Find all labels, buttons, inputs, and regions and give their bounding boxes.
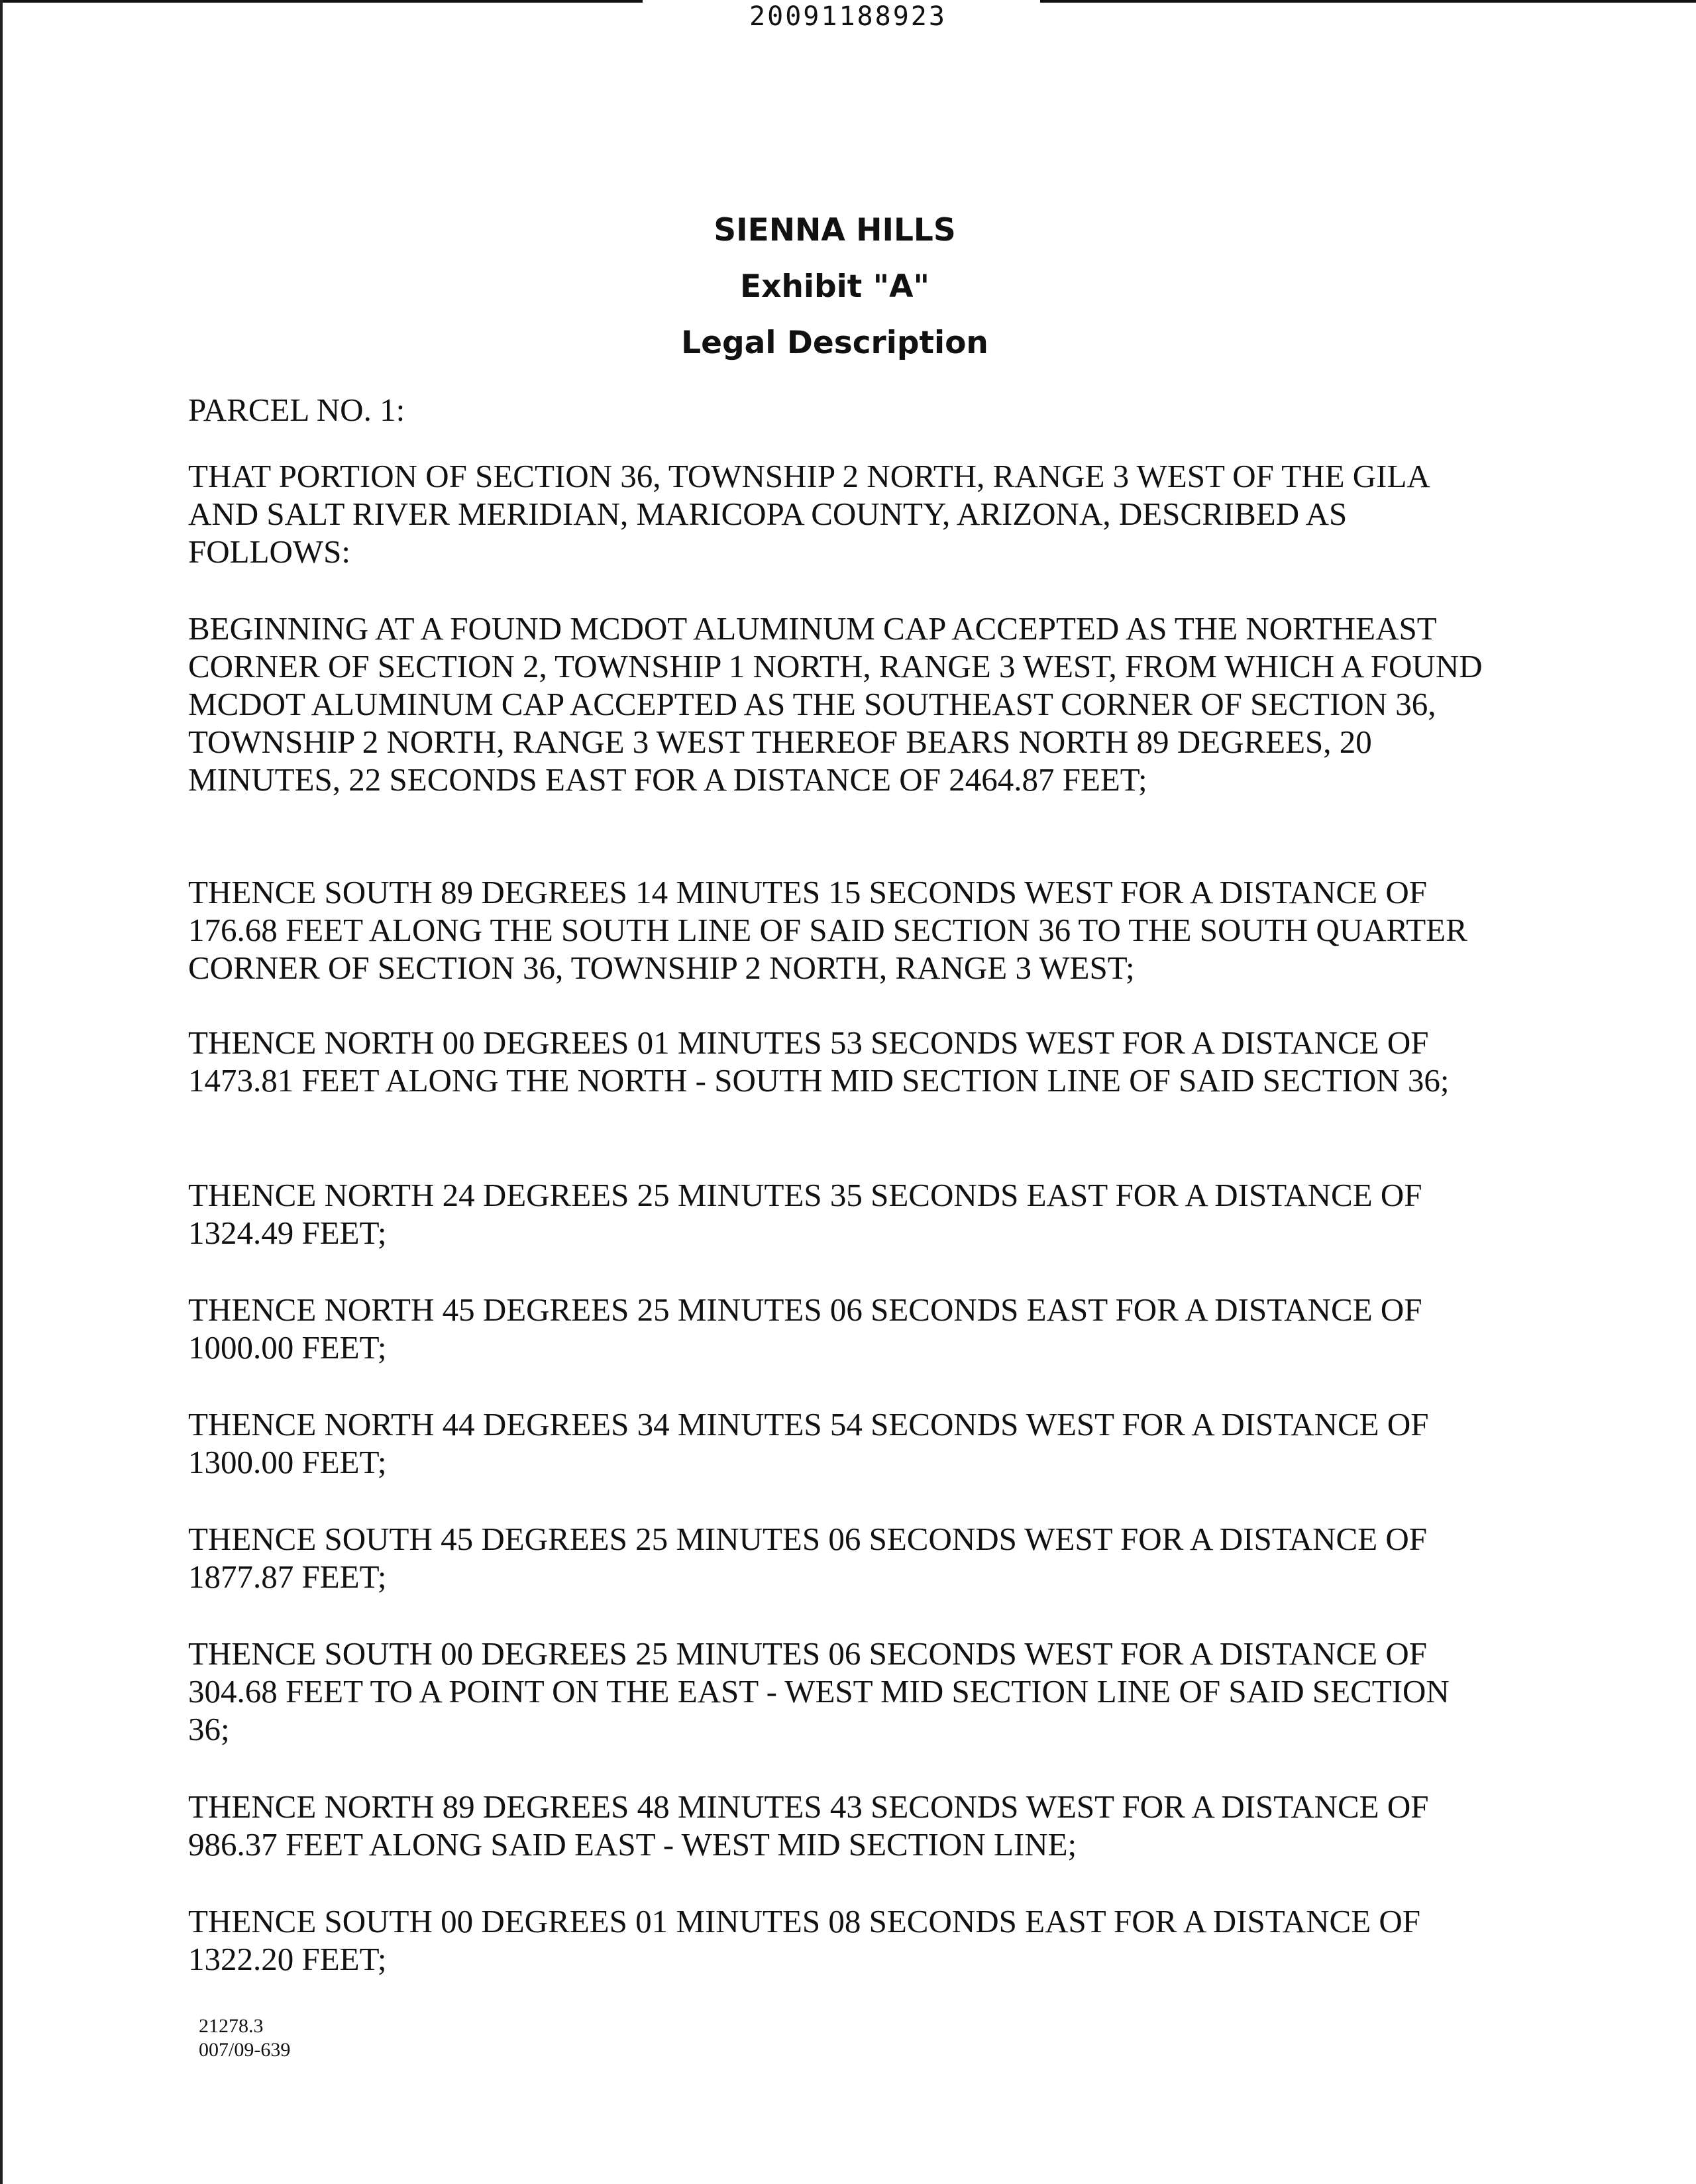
paragraph-course-6: THENCE SOUTH 45 DEGREES 25 MINUTES 06 SECONDS WEST FOR A DISTANCE OF 1877.87 FEET;: [188, 1521, 1428, 1595]
footer-reference: 21278.3: [199, 2015, 264, 2037]
paragraph-course-5: THENCE NORTH 44 DEGREES 34 MINUTES 54 SECONDS WEST FOR A DISTANCE OF 1300.00 FEET;: [188, 1406, 1429, 1480]
parcel-label: PARCEL NO. 1:: [188, 392, 405, 428]
recording-number: 20091188923: [749, 1, 947, 32]
paragraph-preamble: THAT PORTION OF SECTION 36, TOWNSHIP 2 NORTH, RANGE 3 WEST OF THE GILA AND SALT RIVER MERIDIAN, MARICOPA COUNTY, ARIZONA, DESCRIBED AS FOLLOWS:: [188, 458, 1429, 570]
exhibit-label: Exhibit "A": [740, 268, 929, 305]
paragraph-course-7: THENCE SOUTH 00 DEGREES 25 MINUTES 06 SECONDS WEST FOR A DISTANCE OF 304.68 FEET TO A POINT ON THE EAST - WEST MID SECTION LINE OF SAID SECTION 36;: [188, 1635, 1450, 1747]
paragraph-course-2: THENCE NORTH 00 DEGREES 01 MINUTES 53 SECONDS WEST FOR A DISTANCE OF 1473.81 FEET ALONG THE NORTH - SOUTH MID SECTION LINE OF SAID SECTION 36;: [188, 1024, 1450, 1099]
paragraph-course-9: THENCE SOUTH 00 DEGREES 01 MINUTES 08 SECONDS EAST FOR A DISTANCE OF 1322.20 FEET;: [188, 1903, 1421, 1977]
paragraph-beginning: BEGINNING AT A FOUND MCDOT ALUMINUM CAP ACCEPTED AS THE NORTHEAST CORNER OF SECTION 2, TOWNSHIP 1 NORTH, RANGE 3 WEST, FROM WHICH A FOUND MCDOT ALUMINUM CAP ACCEPTED AS THE SOUTHEAST CORNER OF SECTION 36, TOWNSHIP 2 NORTH, RANGE 3 WEST THEREOF BEARS NORTH 89 DEGREES, 20 MINUTES, 22 SECONDS EAST FOR A DISTANCE OF 2464.87 FEET;: [188, 610, 1483, 798]
paragraph-course-4: THENCE NORTH 45 DEGREES 25 MINUTES 06 SECONDS EAST FOR A DISTANCE OF 1000.00 FEET;: [188, 1291, 1422, 1366]
paragraph-course-1: THENCE SOUTH 89 DEGREES 14 MINUTES 15 SECONDS WEST FOR A DISTANCE OF 176.68 FEET ALONG THE SOUTH LINE OF SAID SECTION 36 TO THE SOUTH QUARTER CORNER OF SECTION 36, TOWNSHIP 2 NORTH, RANGE 3 WEST;: [188, 874, 1467, 986]
paragraph-course-8: THENCE NORTH 89 DEGREES 48 MINUTES 43 SECONDS WEST FOR A DISTANCE OF 986.37 FEET ALONG SAID EAST - WEST MID SECTION LINE;: [188, 1788, 1429, 1863]
paragraph-course-3: THENCE NORTH 24 DEGREES 25 MINUTES 35 SECONDS EAST FOR A DISTANCE OF 1324.49 FEET;: [188, 1177, 1422, 1251]
document-title: SIENNA HILLS: [714, 212, 956, 248]
document-footer: [199, 2014, 290, 2062]
footer-file-number: 007/09-639: [199, 2039, 291, 2061]
document-subtitle: Legal Description: [681, 325, 988, 361]
